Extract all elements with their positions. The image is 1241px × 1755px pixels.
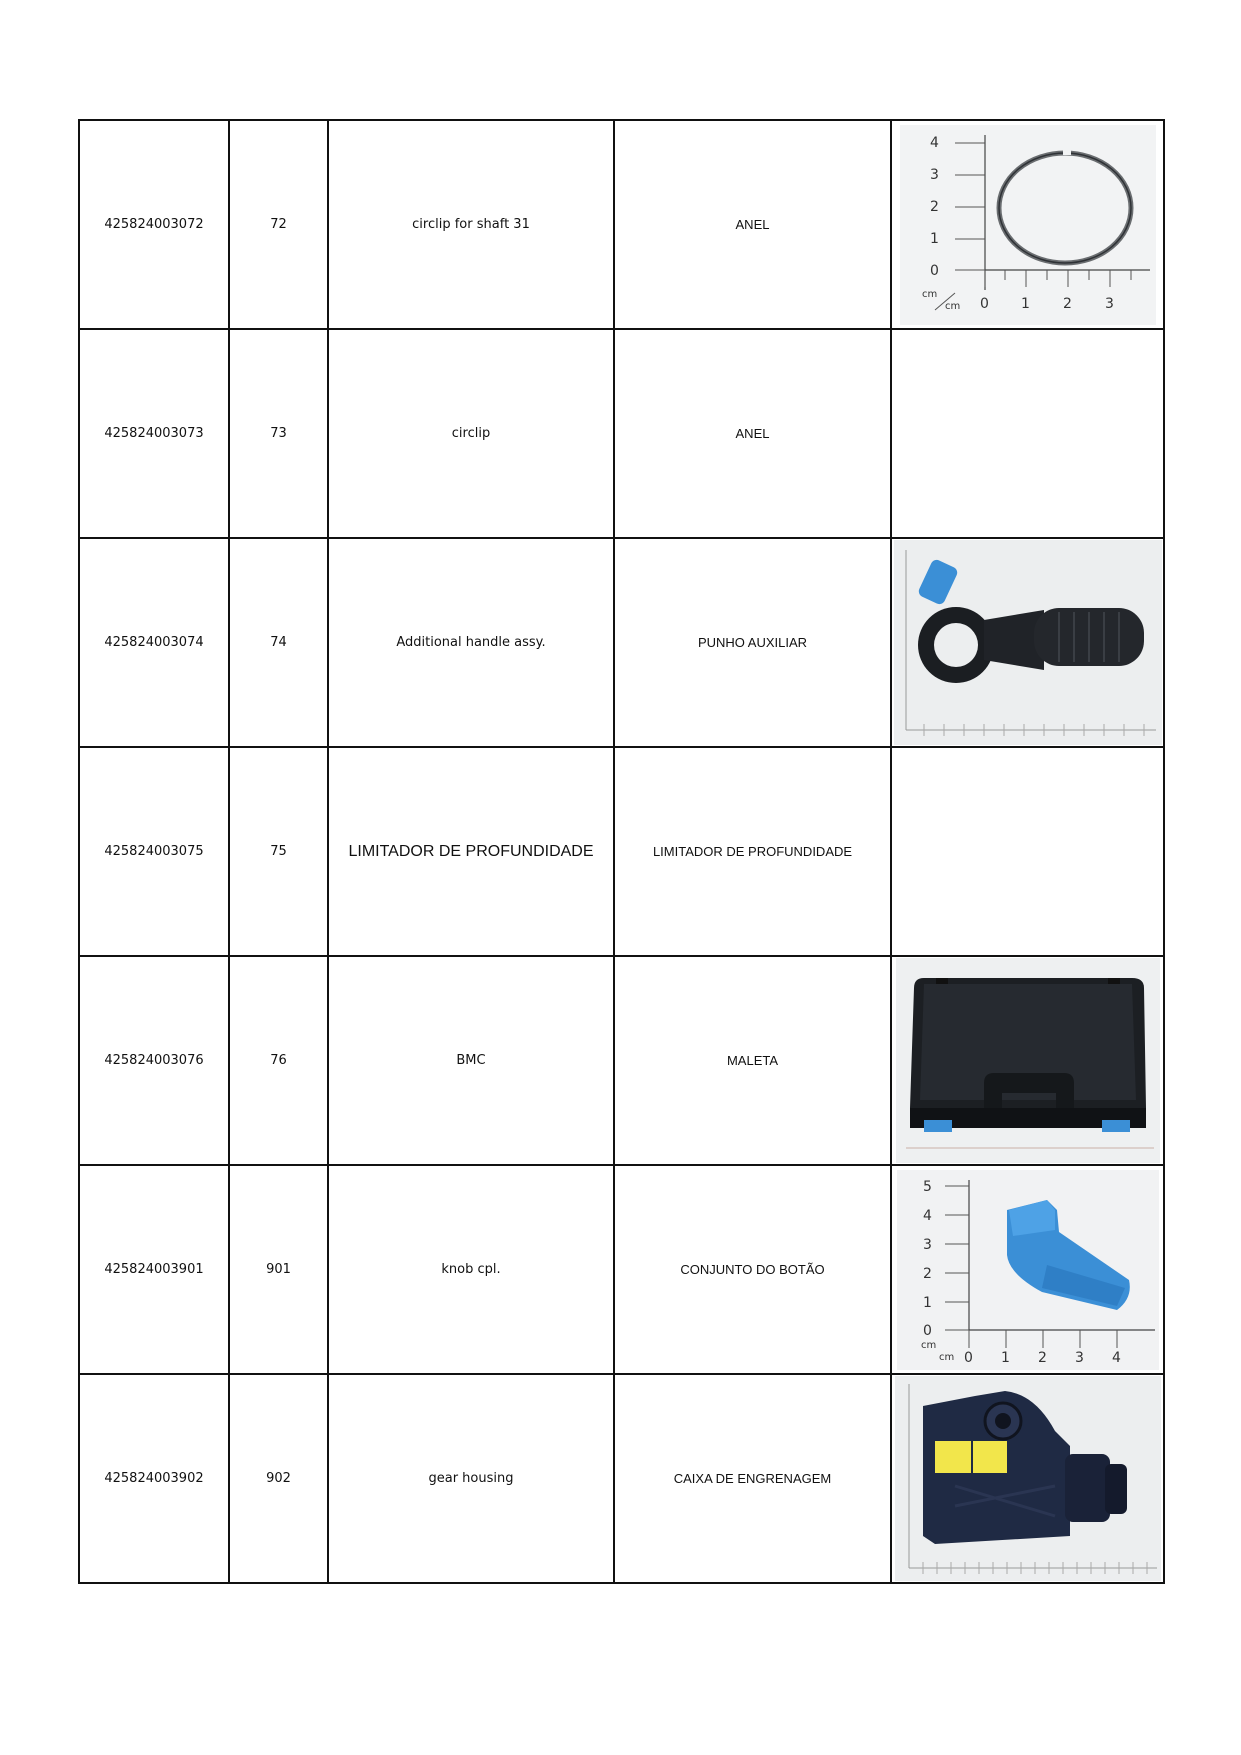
ruler-label: 2 <box>929 198 939 215</box>
ruler-label: 0 <box>979 295 989 312</box>
part-description: circlip <box>328 329 614 538</box>
ruler-label: 2 <box>1062 295 1072 312</box>
ruler-label: 1 <box>929 230 939 247</box>
ruler-label: 4 <box>929 134 939 151</box>
part-translation: PUNHO AUXILIAR <box>614 538 891 747</box>
ruler-label: 3 <box>922 1236 932 1253</box>
ruler-label: 5 <box>922 1178 932 1195</box>
photo-cell <box>891 1165 1164 1374</box>
circlip-ring-icon <box>900 125 1156 325</box>
case-icon <box>896 958 1160 1163</box>
ruler-label: 4 <box>922 1207 932 1224</box>
position-number: 72 <box>229 120 328 329</box>
part-description: gear housing <box>328 1374 614 1583</box>
part-translation: CAIXA DE ENGRENAGEM <box>614 1374 891 1583</box>
part-description: BMC <box>328 956 614 1165</box>
part-description: LIMITADOR DE PROFUNDIDADE <box>328 747 614 956</box>
table-row <box>79 120 1164 329</box>
part-translation: ANEL <box>614 120 891 329</box>
ruler-unit: cm <box>938 1351 954 1363</box>
part-code: 425824003902 <box>79 1374 229 1583</box>
photo-cell <box>891 329 1164 538</box>
ruler-label: 3 <box>1104 295 1114 312</box>
ruler-label: 1 <box>922 1294 932 1311</box>
ruler-label: 0 <box>963 1349 973 1366</box>
ruler-label: 3 <box>929 166 939 183</box>
photo-cell <box>891 956 1164 1165</box>
part-code: 425824003074 <box>79 538 229 747</box>
knob-icon <box>897 1170 1159 1370</box>
position-number: 76 <box>229 956 328 1165</box>
ruler-label: 0 <box>929 262 939 279</box>
table-row <box>79 329 1164 538</box>
part-translation: ANEL <box>614 329 891 538</box>
ruler-label: 3 <box>1074 1349 1084 1366</box>
photo-cell <box>891 538 1164 747</box>
ruler-label: 2 <box>1037 1349 1047 1366</box>
ruler-label: 1 <box>1000 1349 1010 1366</box>
part-code: 425824003073 <box>79 329 229 538</box>
part-code: 425824003075 <box>79 747 229 956</box>
table-row <box>79 956 1164 1165</box>
ruler-unit: cm <box>944 300 960 312</box>
parts-table <box>78 119 1165 1584</box>
ruler-label: 0 <box>922 1322 932 1339</box>
ruler-unit: cm <box>921 288 937 300</box>
position-number: 901 <box>229 1165 328 1374</box>
part-description: circlip for shaft 31 <box>328 120 614 329</box>
gear-housing-icon <box>895 1376 1161 1581</box>
table-row <box>79 1374 1164 1583</box>
handle-icon <box>894 540 1162 745</box>
position-number: 902 <box>229 1374 328 1583</box>
part-translation: MALETA <box>614 956 891 1165</box>
table-row <box>79 1165 1164 1374</box>
table-row <box>79 538 1164 747</box>
position-number: 73 <box>229 329 328 538</box>
position-number: 75 <box>229 747 328 956</box>
ruler-label: 1 <box>1020 295 1030 312</box>
ruler-label: 2 <box>922 1265 932 1282</box>
part-code: 425824003901 <box>79 1165 229 1374</box>
part-description: Additional handle assy. <box>328 538 614 747</box>
part-translation: LIMITADOR DE PROFUNDIDADE <box>614 747 891 956</box>
ruler-label: 4 <box>1111 1349 1121 1366</box>
part-code: 425824003076 <box>79 956 229 1165</box>
part-code: 425824003072 <box>79 120 229 329</box>
part-description: knob cpl. <box>328 1165 614 1374</box>
table-row <box>79 747 1164 956</box>
part-translation: CONJUNTO DO BOTÃO <box>614 1165 891 1374</box>
photo-cell <box>891 747 1164 956</box>
ruler-unit: cm <box>920 1339 936 1351</box>
photo-cell <box>891 120 1164 329</box>
position-number: 74 <box>229 538 328 747</box>
photo-cell <box>891 1374 1164 1583</box>
